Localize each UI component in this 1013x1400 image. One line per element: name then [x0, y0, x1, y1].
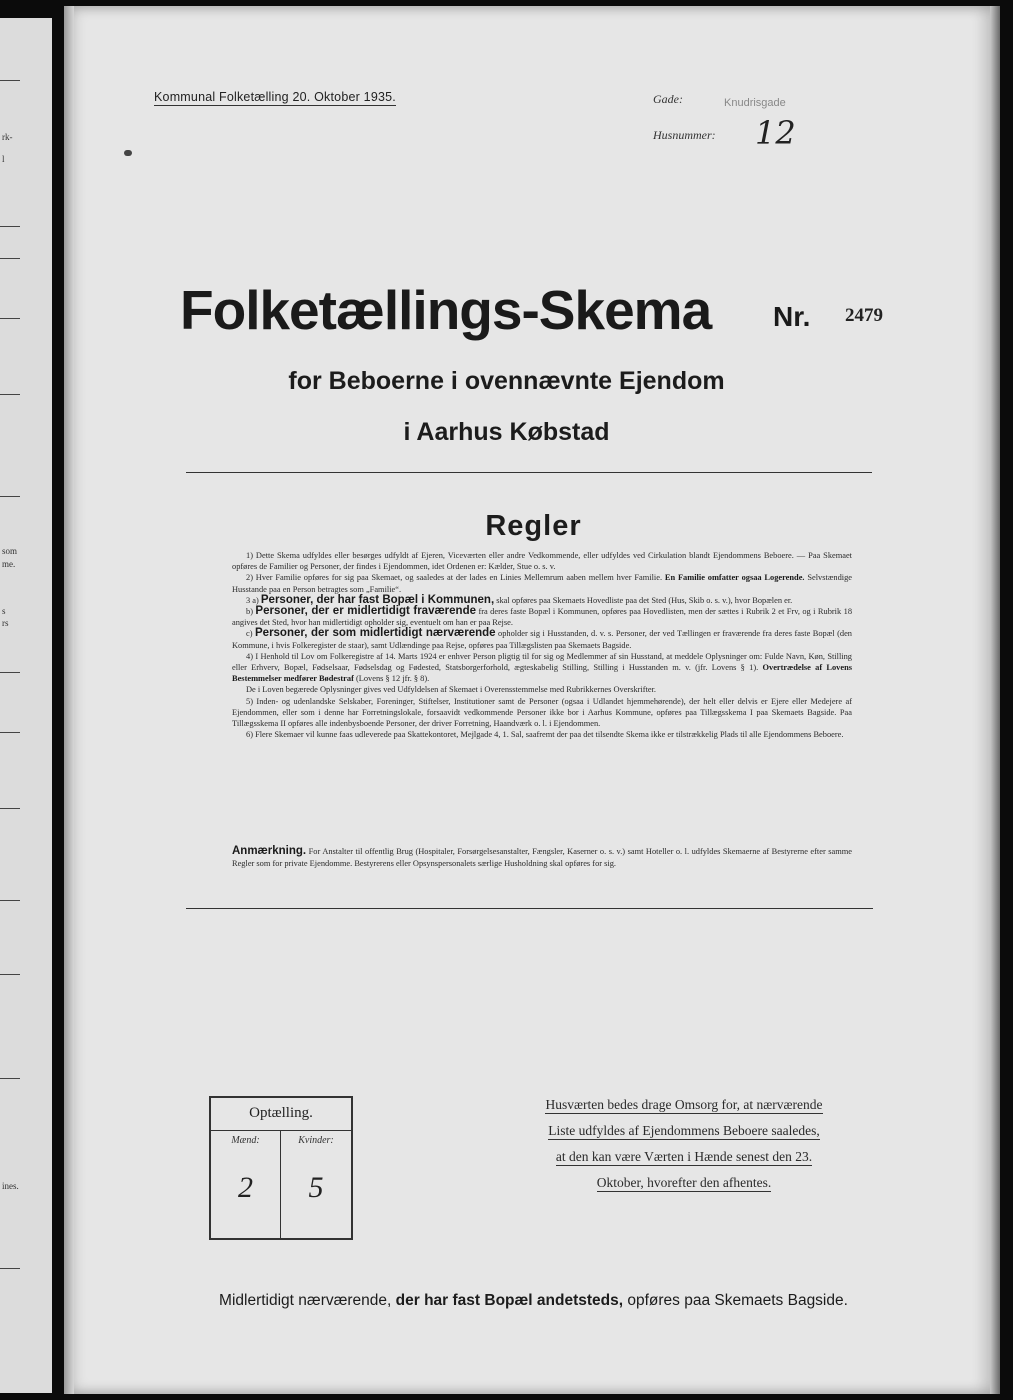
remark-heading: Anmærkning.	[232, 845, 307, 857]
left-page-fragment: ines.	[2, 1181, 19, 1191]
rule-3c-prefix: c)	[246, 629, 253, 639]
count-box-heading: Optælling.	[211, 1098, 351, 1131]
footer-part-1: Midlertidigt nærværende,	[219, 1292, 392, 1309]
rule-2-text: 2) Hver Familie opføres for sig paa Skemaet, og saaledes at der lades en Linies Mellemrum aaben mellem hver Familie.	[246, 573, 663, 583]
form-title: Folketællings-Skema	[180, 279, 712, 341]
left-page-rule	[0, 258, 20, 259]
count-box	[209, 1096, 353, 1240]
women-label: Kvinder:	[298, 1135, 334, 1146]
rule-4-text: 4) I Henhold til Lov om Folkeregistre af 14. Marts 1924 er enhver Person pligtig til for sig og Medlemmer af sin Husstand, at meddele Oplysninger om: Fulde Navn, Køn, Stilling eller Erhverv, Bopæl, Fødselsaar, Fødselsdag og Fødested, Statsborgerforhold, ægteskabelig Stilling, Stilling i Husstanden m. v. (jfr. Lovens § 1).	[232, 651, 852, 673]
rule-5: 5) Inden- og udenlandske Selskaber, Foreninger, Stiftelser, Institutioner samt de Personer (ogsaa i Udlandet hjemmehørende), der helt eller delvis er Ejere eller Medejere af Ejendommen, eller som i denne har Forretningslokale, forsaavidt vedkommende Personer ikke bor i Aarhus Kommune, opføres paa Tillægsskema I paa Skemaets Bagside. Paa Tillægsskema II opføres alle indenbysboende Personer, der driver Forretning, Haandværk o. l. i Ejendommen.	[232, 696, 852, 729]
rules-text	[232, 550, 852, 740]
women-count: 5	[308, 1171, 324, 1204]
rule-3b-text: fra deres faste Bopæl i Kommunen, opføres paa Hovedlisten, men der sættes i Rubrik 2 et Frv, og i Rubrik 18 angives det Sted, hvor han midlertidigt opholder sig, eventuelt om han er paa Rejse.	[232, 607, 853, 628]
left-page-rule	[0, 496, 20, 497]
men-count: 2	[238, 1171, 253, 1204]
left-page-fragment: rk-	[2, 132, 13, 142]
rule-3c-text: opholder sig i Husstanden, d. v. s. Personer, der ved Tællingen er fraværende fra deres faste Bopæl (den Kommune, i hvis Folkeregister de staar), samt Udlændinge paa Rejse, opføres paa Tillægslisten paa Skemaets Bagside.	[232, 629, 852, 650]
house-number-value: 12	[755, 114, 796, 152]
left-page-rule	[0, 974, 20, 975]
rule-4-reference: (Lovens § 12 jfr. § 8).	[355, 674, 430, 684]
rule-3a-heading: Personer, der har fast Bopæl i Kommunen,	[260, 593, 495, 606]
notice-line: Husværten bedes drage Omsorg for, at nærværende	[545, 1097, 823, 1112]
divider	[186, 472, 872, 473]
left-page-fragment: s	[2, 606, 6, 616]
rule-3c	[232, 628, 852, 650]
left-page-fragment: rs	[2, 618, 9, 628]
remark-text: For Anstalter til offentlig Brug (Hospitaler, Forsørgelsesanstalter, Fængsler, Kaserner o. s. v.) samt Hoteller o. l. udfyldes Skemaerne af Bestyrerne efter samme Regler som for private Ejendomme. Bestyrerens eller Opsynspersonalets særlige Husholdning skal opføres for sig.	[232, 847, 852, 868]
women-column	[281, 1131, 351, 1238]
rule-4-note: De i Loven begærede Oplysninger gives ved Udfyldelsen af Skemaet i Overensstemmelse med Rubrikkernes Overskrifter.	[246, 685, 657, 695]
rule-3c-heading: Personer, der som midlertidigt nærværende	[255, 627, 496, 640]
form-subtitle: for Beboerne i ovennævnte Ejendom	[288, 367, 725, 395]
street-value: Knudrisgade	[724, 97, 786, 109]
rule-4-emphasis: Overtrædelse af Lovens Bestemmelser medfører Bødestraf	[232, 663, 852, 684]
house-number-label: Husnummer:	[653, 128, 716, 142]
rule-3b-prefix: b)	[246, 607, 253, 617]
rule-3b-heading: Personer, der er midlertidigt fraværende	[255, 605, 477, 618]
left-page-rule	[0, 1078, 20, 1079]
footer-part-3: opføres paa Skemaets Bagside.	[627, 1292, 848, 1309]
left-page-rule	[0, 672, 20, 673]
left-page-fragment: l	[2, 154, 5, 164]
street-label: Gade:	[653, 92, 683, 106]
rule-2-note: Selvstændige Husstande paa en Person betragtes som „Familie“.	[232, 573, 853, 594]
notice-line: at den kan være Værten i Hænde senest den 23.	[555, 1149, 813, 1164]
ink-mark	[124, 150, 132, 156]
rules-heading: Regler	[485, 510, 582, 542]
left-page-rule	[0, 318, 20, 319]
left-page-rule	[0, 226, 20, 227]
left-page-rule	[0, 1268, 20, 1269]
left-page-fragment: me.	[2, 559, 16, 569]
remark-block	[232, 846, 852, 869]
left-page-rule	[0, 808, 20, 809]
census-heading: Kommunal Folketælling 20. Oktober 1935.	[154, 90, 396, 104]
left-page-rule	[0, 80, 20, 81]
men-label: Mænd:	[231, 1135, 260, 1146]
men-column	[211, 1131, 281, 1238]
rule-3b	[232, 606, 852, 628]
rule-2	[232, 572, 852, 594]
notice-line: Liste udfyldes af Ejendommens Beboere saaledes,	[548, 1123, 820, 1138]
left-page-fragment: som	[2, 546, 18, 556]
form-location: i Aarhus Købstad	[403, 418, 610, 446]
form-number-value: 2479	[845, 305, 883, 326]
divider	[186, 908, 873, 909]
notice-line: Oktober, hvorefter den afhentes.	[596, 1175, 772, 1190]
rule-2-emphasis: En Familie omfatter ogsaa Logerende.	[664, 573, 805, 583]
footer-note	[0, 1292, 1013, 1310]
page-gutter	[64, 6, 74, 1394]
previous-page-edge	[0, 18, 52, 1393]
rule-3a-prefix: 3 a)	[246, 595, 259, 605]
rule-3a-text: skal opføres paa Skemaets Hovedliste paa det Sted (Hus, Skib o. s. v.), hvor Bopælen er.	[496, 595, 793, 605]
form-number-label: Nr.	[773, 301, 811, 332]
left-page-rule	[0, 732, 20, 733]
rule-6: 6) Flere Skemaer vil kunne faas udleverede paa Skattekontoret, Mejlgade 4, 1. Sal, saafremt der paa det tilsendte Skema ikke er tilstrækkelig Plads til alle Ejendommens Beboere.	[246, 730, 844, 740]
left-page-rule	[0, 900, 20, 901]
rule-4	[232, 651, 852, 685]
landlord-notice	[506, 1097, 862, 1201]
rule-1: 1) Dette Skema udfyldes eller besørges udfyldt af Ejeren, Viceværten eller andre Vedkommende, eller udfyldes ved Cirkulation blandt Ejendommens Beboere. — Paa Skemaet opføres de Familier og Personer, der findes i Ejendommen, idet Ordenen er: Kælder, Stue o. s. v.	[232, 551, 852, 572]
page-right-edge	[990, 6, 1000, 1394]
footer-part-2: der har fast Bopæl andetsteds,	[395, 1292, 624, 1309]
